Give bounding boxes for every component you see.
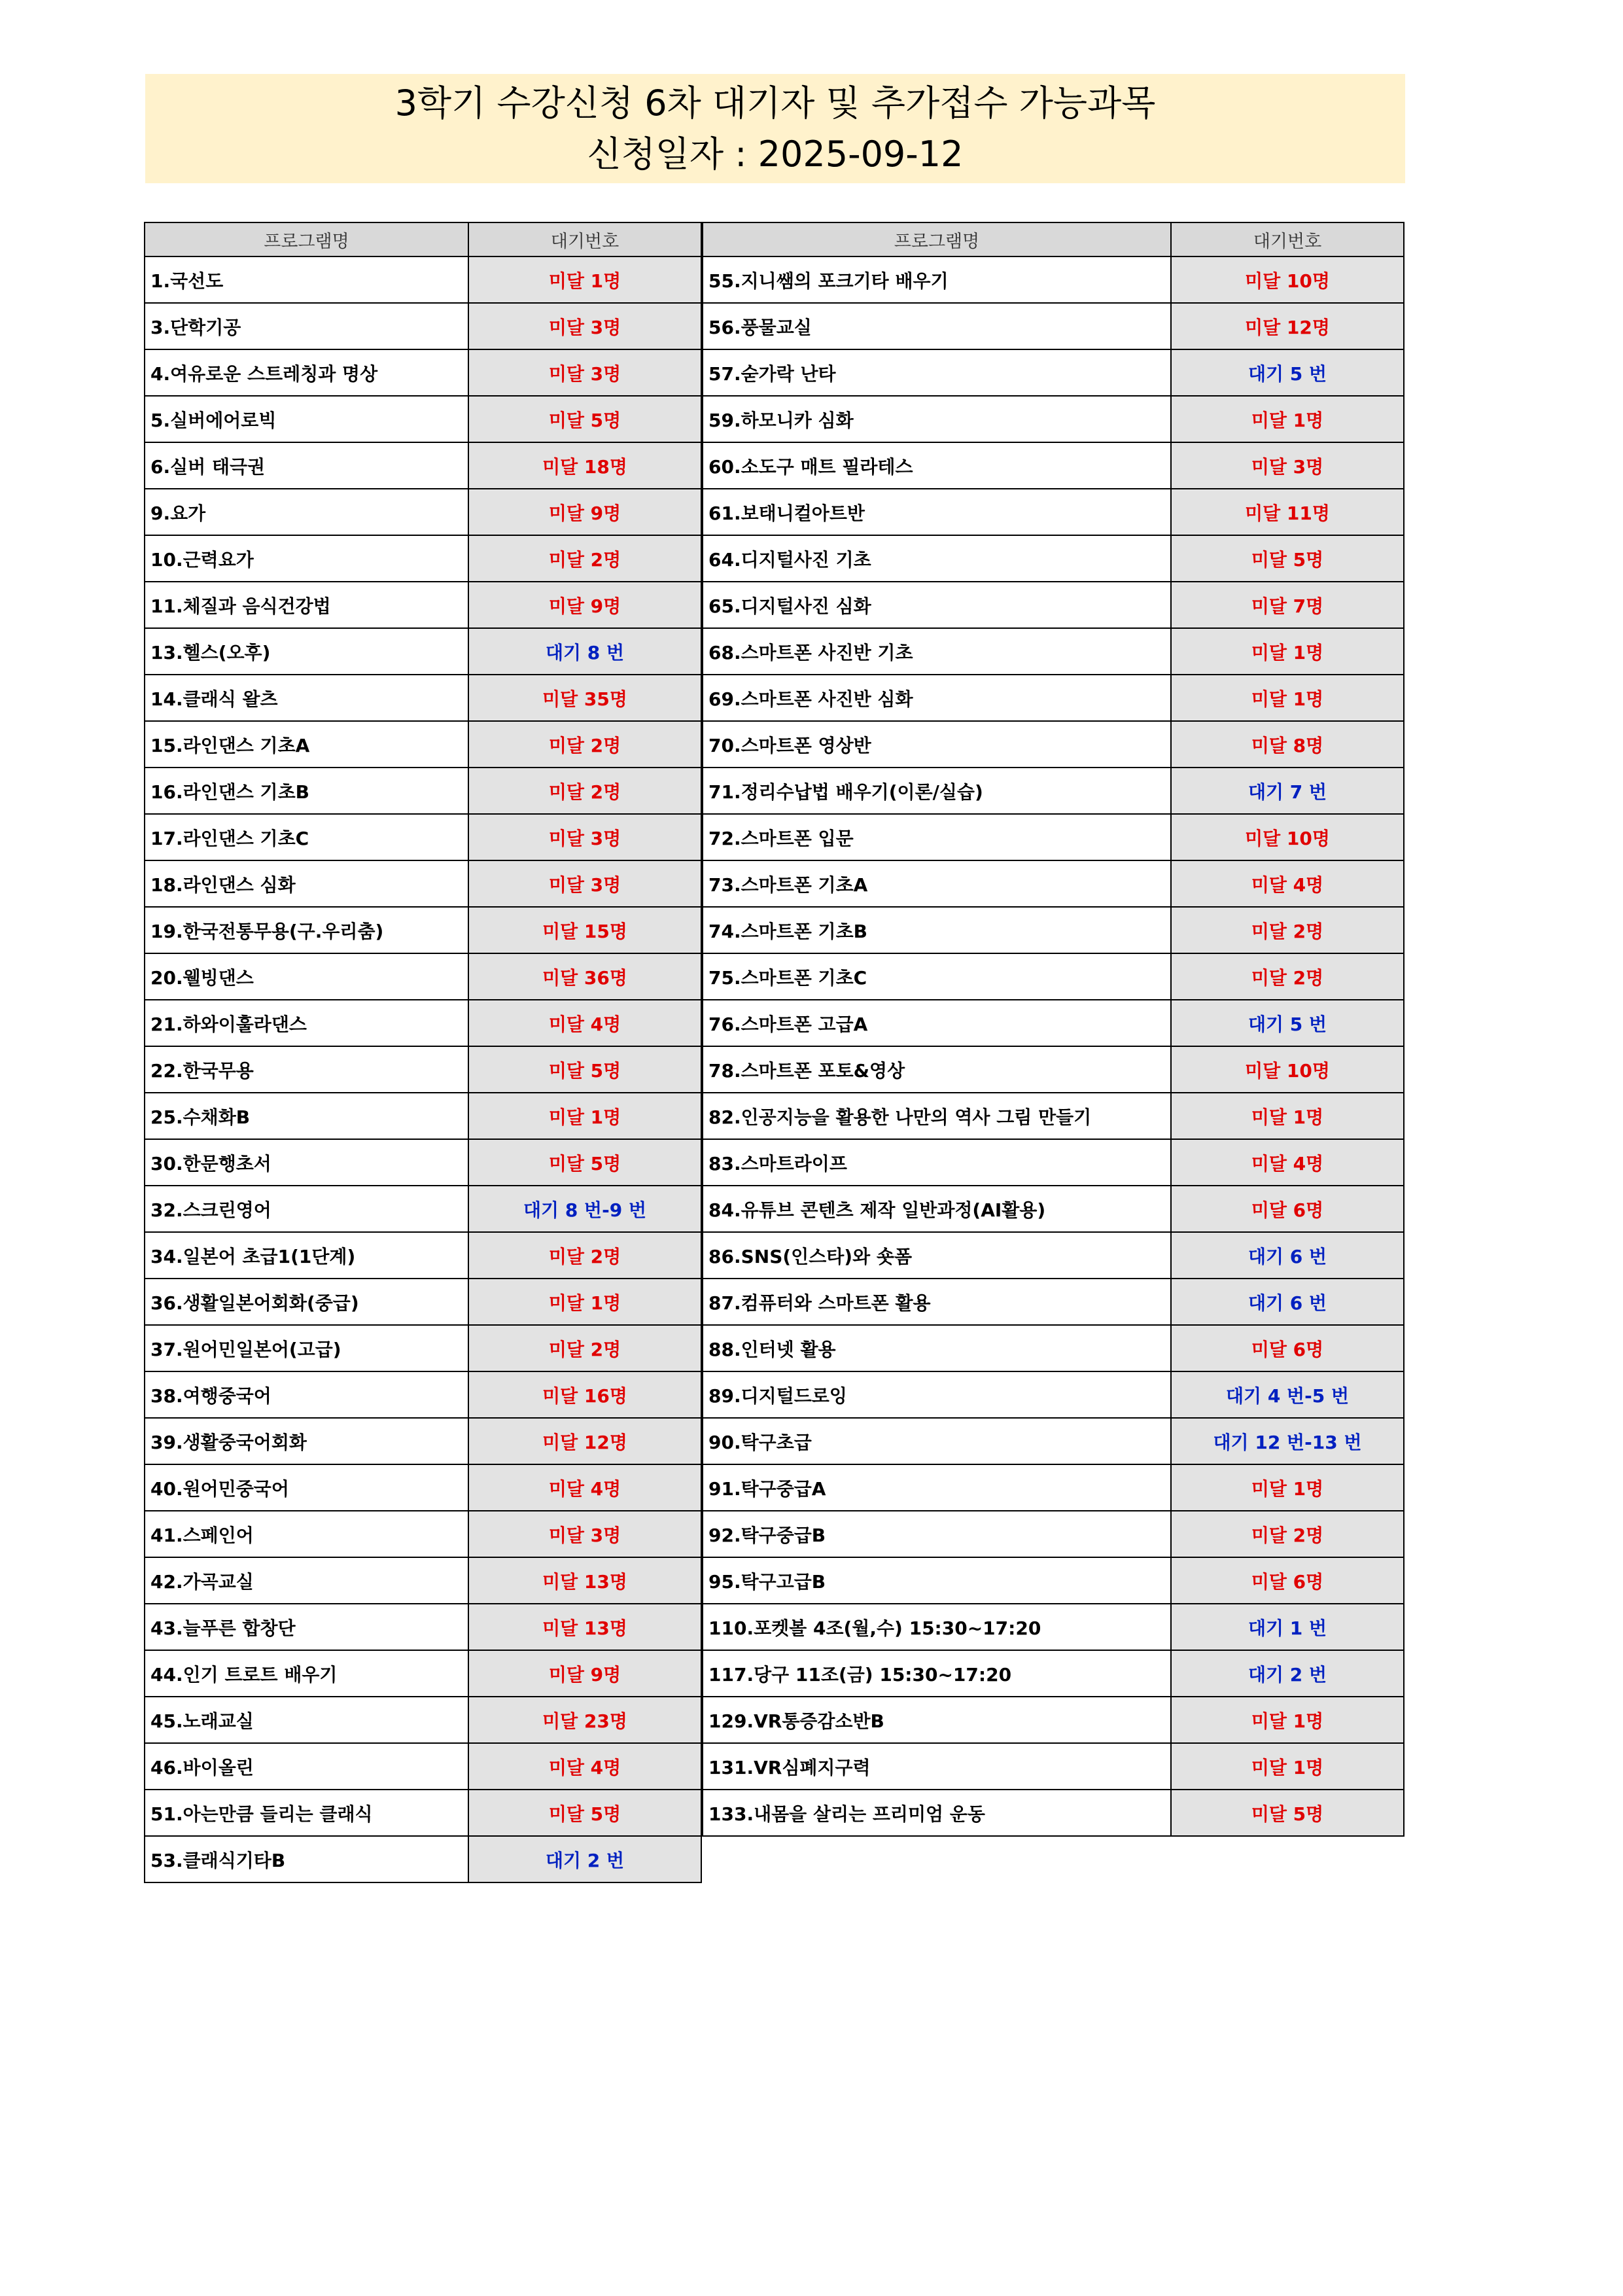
wait-status-cell: 미달 3명 bbox=[468, 303, 701, 349]
page-title: 3학기 수강신청 6차 대기자 및 추가접수 가능과목 bbox=[394, 82, 1156, 124]
program-name-cell: 82.인공지능을 활용한 나만의 역사 그림 만들기 bbox=[703, 1093, 1171, 1139]
program-name-cell: 69.스마트폰 사진반 심화 bbox=[703, 675, 1171, 721]
wait-status-cell: 미달 5명 bbox=[468, 1046, 701, 1093]
table-row bbox=[703, 1743, 1404, 1790]
wait-status-cell: 미달 2명 bbox=[468, 768, 701, 814]
wait-status-cell: 미달 3명 bbox=[468, 1511, 701, 1557]
program-name-cell: 110.포켓볼 4조(월,수) 15:30~17:20 bbox=[703, 1604, 1171, 1650]
table-row bbox=[145, 489, 701, 535]
wait-status-cell: 미달 10명 bbox=[1171, 256, 1404, 303]
table-row bbox=[703, 303, 1404, 349]
table-row bbox=[703, 1279, 1404, 1325]
wait-status-cell: 대기 8 번 bbox=[468, 628, 701, 675]
table-row bbox=[145, 1418, 701, 1464]
wait-status-cell: 미달 5명 bbox=[468, 1139, 701, 1186]
program-name-cell: 17.라인댄스 기초C bbox=[145, 814, 468, 860]
program-name-cell: 14.클래식 왈츠 bbox=[145, 675, 468, 721]
program-name-cell: 59.하모니카 심화 bbox=[703, 396, 1171, 442]
program-name-cell: 41.스페인어 bbox=[145, 1511, 468, 1557]
wait-status-cell: 미달 10명 bbox=[1171, 814, 1404, 860]
table-row bbox=[703, 1790, 1404, 1836]
program-name-cell: 92.탁구중급B bbox=[703, 1511, 1171, 1557]
program-name-cell: 40.원어민중국어 bbox=[145, 1464, 468, 1511]
program-name-cell: 19.한국전통무용(구.우리춤) bbox=[145, 907, 468, 953]
table-row bbox=[703, 349, 1404, 396]
wait-status-cell: 미달 5명 bbox=[1171, 535, 1404, 582]
program-name-cell: 38.여행중국어 bbox=[145, 1371, 468, 1418]
table-row bbox=[703, 1650, 1404, 1697]
program-name-cell: 65.디지털사진 심화 bbox=[703, 582, 1171, 628]
program-name-cell: 70.스마트폰 영상반 bbox=[703, 721, 1171, 768]
table-row bbox=[145, 396, 701, 442]
table-row bbox=[703, 1093, 1404, 1139]
wait-status-cell: 미달 4명 bbox=[1171, 1139, 1404, 1186]
table-row bbox=[145, 256, 701, 303]
table-row bbox=[703, 953, 1404, 1000]
table-row bbox=[145, 1232, 701, 1279]
program-name-header: 프로그램명 bbox=[145, 222, 468, 256]
program-name-cell: 73.스마트폰 기초A bbox=[703, 860, 1171, 907]
table-row bbox=[145, 303, 701, 349]
wait-status-cell: 미달 6명 bbox=[1171, 1325, 1404, 1371]
wait-status-cell: 미달 23명 bbox=[468, 1697, 701, 1743]
wait-status-cell: 대기 6 번 bbox=[1171, 1279, 1404, 1325]
program-name-cell: 84.유튜브 콘텐츠 제작 일반과정(AI활용) bbox=[703, 1186, 1171, 1232]
table-row bbox=[703, 768, 1404, 814]
program-name-cell: 18.라인댄스 심화 bbox=[145, 860, 468, 907]
wait-status-cell: 미달 16명 bbox=[468, 1371, 701, 1418]
program-name-cell: 39.생활중국어회화 bbox=[145, 1418, 468, 1464]
table-row bbox=[145, 1325, 701, 1371]
program-name-header: 프로그램명 bbox=[703, 222, 1171, 256]
program-name-cell: 72.스마트폰 입문 bbox=[703, 814, 1171, 860]
wait-status-cell: 미달 35명 bbox=[468, 675, 701, 721]
wait-status-cell: 미달 1명 bbox=[1171, 1464, 1404, 1511]
program-name-cell: 51.아는만큼 들리는 클래식 bbox=[145, 1790, 468, 1836]
wait-status-cell: 미달 15명 bbox=[468, 907, 701, 953]
table-row bbox=[145, 1557, 701, 1604]
wait-status-cell: 미달 4명 bbox=[468, 1743, 701, 1790]
program-name-cell: 117.당구 11조(금) 15:30~17:20 bbox=[703, 1650, 1171, 1697]
program-name-cell: 37.원어민일본어(고급) bbox=[145, 1325, 468, 1371]
wait-status-cell: 대기 5 번 bbox=[1171, 1000, 1404, 1046]
table-row bbox=[703, 628, 1404, 675]
program-name-cell: 36.생활일본어회화(중급) bbox=[145, 1279, 468, 1325]
table-row bbox=[145, 1186, 701, 1232]
program-name-cell: 83.스마트라이프 bbox=[703, 1139, 1171, 1186]
program-name-cell: 89.디지털드로잉 bbox=[703, 1371, 1171, 1418]
program-name-cell: 25.수채화B bbox=[145, 1093, 468, 1139]
program-name-cell: 87.컴퓨터와 스마트폰 활용 bbox=[703, 1279, 1171, 1325]
wait-status-cell: 미달 3명 bbox=[468, 814, 701, 860]
wait-status-cell: 대기 1 번 bbox=[1171, 1604, 1404, 1650]
table-row bbox=[145, 675, 701, 721]
program-name-cell: 68.스마트폰 사진반 기초 bbox=[703, 628, 1171, 675]
table-row bbox=[703, 1511, 1404, 1557]
table-row bbox=[145, 953, 701, 1000]
table-row bbox=[145, 1743, 701, 1790]
program-name-cell: 129.VR통증감소반B bbox=[703, 1697, 1171, 1743]
program-name-cell: 42.가곡교실 bbox=[145, 1557, 468, 1604]
wait-status-cell: 미달 2명 bbox=[1171, 907, 1404, 953]
program-name-cell: 10.근력요가 bbox=[145, 535, 468, 582]
table-row bbox=[145, 535, 701, 582]
table-row bbox=[703, 489, 1404, 535]
wait-status-cell: 미달 4명 bbox=[468, 1464, 701, 1511]
wait-status-cell: 미달 1명 bbox=[1171, 1697, 1404, 1743]
wait-status-cell: 미달 5명 bbox=[1171, 1790, 1404, 1836]
program-name-cell: 61.보태니컬아트반 bbox=[703, 489, 1171, 535]
table-row bbox=[145, 1464, 701, 1511]
wait-status-cell: 미달 8명 bbox=[1171, 721, 1404, 768]
table-row bbox=[703, 1325, 1404, 1371]
wait-status-cell: 미달 36명 bbox=[468, 953, 701, 1000]
wait-status-cell: 미달 12명 bbox=[1171, 303, 1404, 349]
table-row bbox=[703, 1697, 1404, 1743]
table-header-row bbox=[703, 222, 1404, 256]
wait-status-cell: 미달 7명 bbox=[1171, 582, 1404, 628]
program-name-cell: 95.탁구고급B bbox=[703, 1557, 1171, 1604]
table-row bbox=[703, 1000, 1404, 1046]
table-row bbox=[145, 1697, 701, 1743]
table-row bbox=[145, 860, 701, 907]
program-name-cell: 91.탁구중급A bbox=[703, 1464, 1171, 1511]
wait-status-cell: 미달 1명 bbox=[468, 1093, 701, 1139]
application-date: 신청일자 : 2025-09-12 bbox=[587, 133, 964, 175]
program-name-cell: 34.일본어 초급1(1단계) bbox=[145, 1232, 468, 1279]
program-name-cell: 15.라인댄스 기초A bbox=[145, 721, 468, 768]
wait-status-cell: 미달 2명 bbox=[468, 721, 701, 768]
left-course-table bbox=[144, 222, 702, 1883]
table-row bbox=[703, 1139, 1404, 1186]
table-row bbox=[703, 1604, 1404, 1650]
table-row bbox=[703, 396, 1404, 442]
program-name-cell: 30.한문행초서 bbox=[145, 1139, 468, 1186]
wait-status-cell: 미달 2명 bbox=[468, 1232, 701, 1279]
wait-status-cell: 미달 11명 bbox=[1171, 489, 1404, 535]
wait-status-cell: 미달 4명 bbox=[468, 1000, 701, 1046]
table-row bbox=[703, 1464, 1404, 1511]
program-name-cell: 13.헬스(오후) bbox=[145, 628, 468, 675]
wait-status-cell: 미달 9명 bbox=[468, 1650, 701, 1697]
wait-status-cell: 대기 4 번-5 번 bbox=[1171, 1371, 1404, 1418]
table-row bbox=[145, 1511, 701, 1557]
program-name-cell: 32.스크린영어 bbox=[145, 1186, 468, 1232]
table-row bbox=[145, 907, 701, 953]
table-row bbox=[703, 1232, 1404, 1279]
wait-status-cell: 미달 9명 bbox=[468, 582, 701, 628]
table-row bbox=[145, 1604, 701, 1650]
wait-status-cell: 미달 3명 bbox=[468, 349, 701, 396]
wait-status-cell: 대기 6 번 bbox=[1171, 1232, 1404, 1279]
table-row bbox=[145, 1371, 701, 1418]
wait-number-header: 대기번호 bbox=[1171, 222, 1404, 256]
wait-status-cell: 미달 13명 bbox=[468, 1604, 701, 1650]
program-name-cell: 53.클래식기타B bbox=[145, 1836, 468, 1882]
program-name-cell: 86.SNS(인스타)와 숏폼 bbox=[703, 1232, 1171, 1279]
table-row bbox=[145, 1093, 701, 1139]
table-row bbox=[145, 349, 701, 396]
wait-status-cell: 미달 1명 bbox=[1171, 396, 1404, 442]
table-row bbox=[703, 442, 1404, 489]
program-name-cell: 43.늘푸른 합창단 bbox=[145, 1604, 468, 1650]
program-name-cell: 88.인터넷 활용 bbox=[703, 1325, 1171, 1371]
wait-status-cell: 미달 2명 bbox=[468, 535, 701, 582]
program-name-cell: 133.내몸을 살리는 프리미엄 운동 bbox=[703, 1790, 1171, 1836]
table-row bbox=[145, 1790, 701, 1836]
table-row bbox=[703, 675, 1404, 721]
table-row bbox=[145, 1650, 701, 1697]
table-row bbox=[703, 1046, 1404, 1093]
program-name-cell: 74.스마트폰 기초B bbox=[703, 907, 1171, 953]
table-row bbox=[703, 256, 1404, 303]
table-row bbox=[703, 535, 1404, 582]
program-name-cell: 56.풍물교실 bbox=[703, 303, 1171, 349]
program-name-cell: 55.지니쌤의 포크기타 배우기 bbox=[703, 256, 1171, 303]
table-row bbox=[145, 721, 701, 768]
program-name-cell: 45.노래교실 bbox=[145, 1697, 468, 1743]
program-name-cell: 20.웰빙댄스 bbox=[145, 953, 468, 1000]
program-name-cell: 21.하와이훌라댄스 bbox=[145, 1000, 468, 1046]
program-name-cell: 78.스마트폰 포토&영상 bbox=[703, 1046, 1171, 1093]
wait-status-cell: 미달 6명 bbox=[1171, 1186, 1404, 1232]
left-table-body bbox=[145, 256, 701, 1882]
right-table-body bbox=[703, 256, 1404, 1836]
wait-status-cell: 미달 6명 bbox=[1171, 1557, 1404, 1604]
program-name-cell: 6.실버 태극권 bbox=[145, 442, 468, 489]
table-row bbox=[703, 1557, 1404, 1604]
table-row bbox=[145, 1279, 701, 1325]
program-name-cell: 3.단학기공 bbox=[145, 303, 468, 349]
program-name-cell: 131.VR심폐지구력 bbox=[703, 1743, 1171, 1790]
program-name-cell: 60.소도구 매트 필라테스 bbox=[703, 442, 1171, 489]
wait-status-cell: 미달 1명 bbox=[468, 256, 701, 303]
wait-status-cell: 미달 18명 bbox=[468, 442, 701, 489]
wait-status-cell: 대기 7 번 bbox=[1171, 768, 1404, 814]
wait-status-cell: 미달 5명 bbox=[468, 396, 701, 442]
table-row bbox=[703, 1418, 1404, 1464]
table-row bbox=[703, 860, 1404, 907]
wait-status-cell: 미달 1명 bbox=[1171, 1743, 1404, 1790]
wait-status-cell: 미달 4명 bbox=[1171, 860, 1404, 907]
program-name-cell: 64.디지털사진 기초 bbox=[703, 535, 1171, 582]
wait-status-cell: 미달 13명 bbox=[468, 1557, 701, 1604]
table-row bbox=[703, 582, 1404, 628]
program-name-cell: 1.국선도 bbox=[145, 256, 468, 303]
table-row bbox=[703, 1371, 1404, 1418]
program-name-cell: 75.스마트폰 기초C bbox=[703, 953, 1171, 1000]
title-banner bbox=[145, 74, 1405, 183]
table-row bbox=[145, 442, 701, 489]
wait-status-cell: 대기 5 번 bbox=[1171, 349, 1404, 396]
wait-status-cell: 미달 10명 bbox=[1171, 1046, 1404, 1093]
wait-status-cell: 대기 2 번 bbox=[1171, 1650, 1404, 1697]
wait-status-cell: 미달 9명 bbox=[468, 489, 701, 535]
wait-status-cell: 대기 8 번-9 번 bbox=[468, 1186, 701, 1232]
table-row bbox=[703, 814, 1404, 860]
program-name-cell: 57.숟가락 난타 bbox=[703, 349, 1171, 396]
program-name-cell: 16.라인댄스 기초B bbox=[145, 768, 468, 814]
table-row bbox=[703, 721, 1404, 768]
program-name-cell: 90.탁구초급 bbox=[703, 1418, 1171, 1464]
table-row bbox=[145, 628, 701, 675]
program-name-cell: 4.여유로운 스트레칭과 명상 bbox=[145, 349, 468, 396]
wait-status-cell: 미달 1명 bbox=[1171, 675, 1404, 721]
wait-status-cell: 미달 3명 bbox=[468, 860, 701, 907]
table-header-row bbox=[145, 222, 701, 256]
wait-status-cell: 미달 1명 bbox=[468, 1279, 701, 1325]
program-name-cell: 76.스마트폰 고급A bbox=[703, 1000, 1171, 1046]
wait-status-cell: 미달 1명 bbox=[1171, 1093, 1404, 1139]
wait-status-cell: 미달 2명 bbox=[1171, 1511, 1404, 1557]
table-row bbox=[145, 768, 701, 814]
wait-status-cell: 대기 12 번-13 번 bbox=[1171, 1418, 1404, 1464]
table-row bbox=[703, 1186, 1404, 1232]
wait-status-cell: 미달 12명 bbox=[468, 1418, 701, 1464]
right-course-table bbox=[702, 222, 1405, 1837]
table-row bbox=[145, 1836, 701, 1882]
wait-status-cell: 대기 2 번 bbox=[468, 1836, 701, 1882]
table-row bbox=[145, 1139, 701, 1186]
table-row bbox=[145, 1046, 701, 1093]
program-name-cell: 5.실버에어로빅 bbox=[145, 396, 468, 442]
wait-status-cell: 미달 2명 bbox=[1171, 953, 1404, 1000]
program-name-cell: 22.한국무용 bbox=[145, 1046, 468, 1093]
program-name-cell: 11.체질과 음식건강법 bbox=[145, 582, 468, 628]
wait-status-cell: 미달 2명 bbox=[468, 1325, 701, 1371]
wait-number-header: 대기번호 bbox=[468, 222, 701, 256]
wait-status-cell: 미달 5명 bbox=[468, 1790, 701, 1836]
program-name-cell: 71.정리수납법 배우기(이론/실습) bbox=[703, 768, 1171, 814]
table-row bbox=[145, 814, 701, 860]
table-row bbox=[145, 1000, 701, 1046]
table-row bbox=[145, 582, 701, 628]
program-name-cell: 44.인기 트로트 배우기 bbox=[145, 1650, 468, 1697]
table-row bbox=[703, 907, 1404, 953]
program-name-cell: 46.바이올린 bbox=[145, 1743, 468, 1790]
wait-status-cell: 미달 1명 bbox=[1171, 628, 1404, 675]
wait-status-cell: 미달 3명 bbox=[1171, 442, 1404, 489]
program-name-cell: 9.요가 bbox=[145, 489, 468, 535]
